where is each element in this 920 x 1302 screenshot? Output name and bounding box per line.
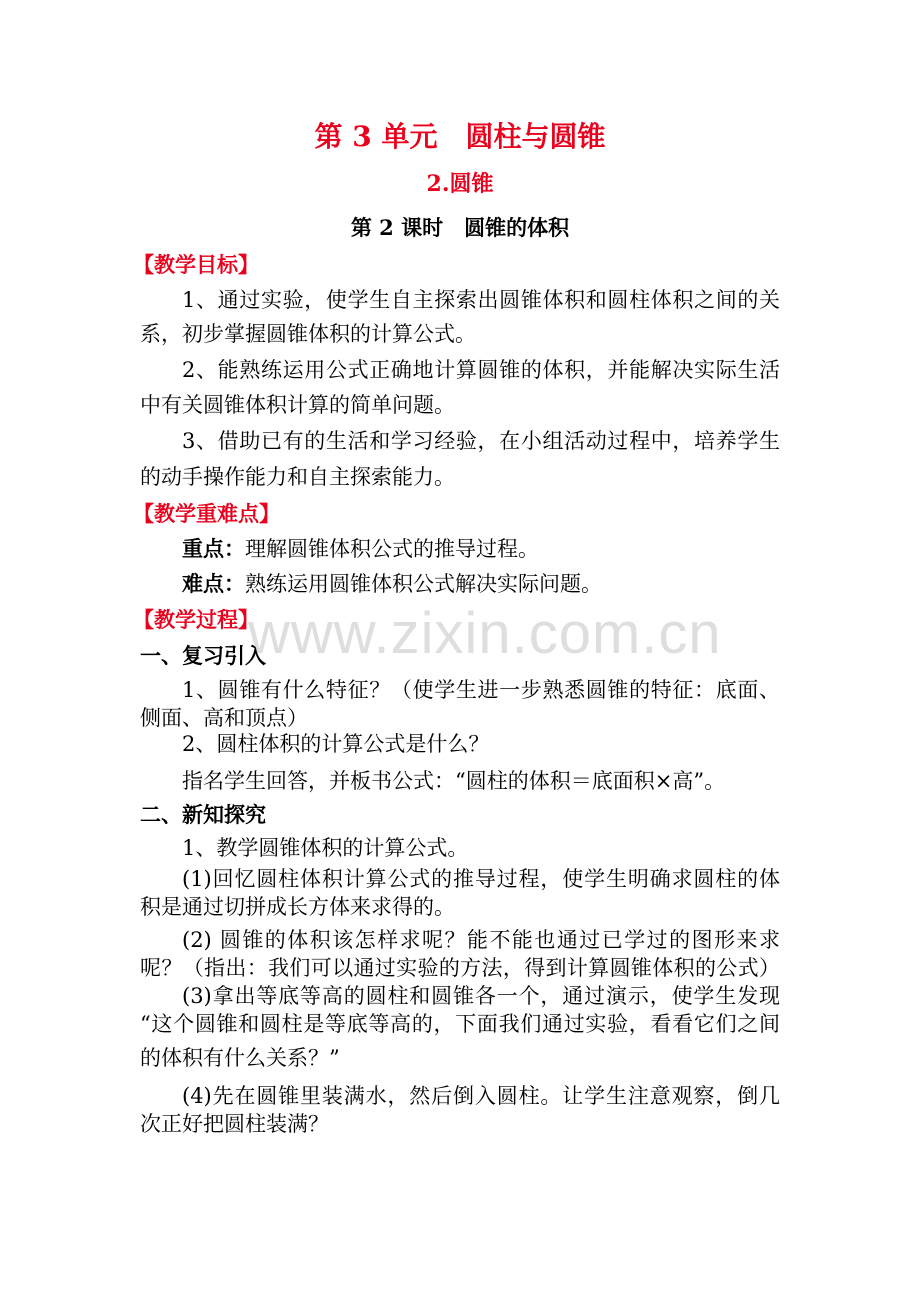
- goal-line: 中有关圆锥体积计算的简单问题。: [140, 393, 455, 417]
- part1-heading: 一、复习引入: [140, 643, 266, 668]
- part2-line: 呢？（指出：我们可以通过实验的方法，得到计算圆锥体积的公式）: [140, 956, 780, 980]
- part2-line: (1)回忆圆柱体积计算公式的推导过程，使学生明确求圆柱的体: [182, 867, 780, 891]
- heading-process: 【教学过程】: [133, 607, 259, 632]
- watermark: www.zixin.com.cn: [248, 601, 722, 666]
- part1-line: 侧面、高和顶点）: [140, 706, 308, 730]
- key-text: 理解圆锥体积公式的推导过程。: [245, 537, 539, 561]
- part2-line: (2) 圆锥的体积该怎样求呢？能不能也通过已学过的图形来求: [182, 928, 780, 952]
- key-label: 重点：: [182, 536, 245, 561]
- heading-goals: 【教学目标】: [133, 252, 259, 277]
- part2-heading: 二、新知探究: [140, 802, 266, 827]
- unit-title: 第 3 单元 圆柱与圆锥: [314, 120, 606, 153]
- part1-line: 1、圆锥有什么特征？（使学生进一步熟悉圆锥的特征：底面、: [182, 678, 780, 702]
- section-subtitle: 2.圆锥: [426, 171, 494, 197]
- difficult-text: 熟练运用圆锥体积公式解决实际问题。: [245, 572, 602, 596]
- part2-line: 1、教学圆锥体积的计算公式。: [182, 836, 469, 860]
- part2-line: 的体积有什么关系？”: [140, 1046, 340, 1070]
- heading-keypoints: 【教学重难点】: [133, 501, 280, 526]
- part1-line: 指名学生回答，并板书公式：“圆柱的体积＝底面积×高”。: [182, 769, 726, 793]
- part2-line: (4)先在圆锥里装满水，然后倒入圆柱。让学生注意观察，倒几: [182, 1084, 780, 1108]
- part2-line: (3)拿出等底等高的圆柱和圆锥各一个，通过演示，使学生发现: [182, 984, 780, 1008]
- lesson-title: 第 2 课时 圆锥的体积: [350, 215, 570, 240]
- part2-line: 次正好把圆柱装满？: [140, 1112, 329, 1136]
- difficult-point: [182, 571, 780, 597]
- goal-line: 的动手操作能力和自主探索能力。: [140, 465, 455, 489]
- part2-line: 积是通过切拼成长方体来求得的。: [140, 895, 455, 919]
- goal-line: 1、通过实验，使学生自主探索出圆锥体积和圆柱体积之间的关: [182, 288, 780, 312]
- part2-line: “这个圆锥和圆柱是等底等高的，下面我们通过实验，看看它们之间: [140, 1012, 780, 1036]
- goal-line: 3、借助已有的生活和学习经验，在小组活动过程中，培养学生: [182, 429, 780, 453]
- goal-line: 2、能熟练运用公式正确地计算圆锥的体积，并能解决实际生活: [182, 358, 780, 382]
- difficult-label: 难点：: [182, 571, 245, 596]
- part1-line: 2、圆柱体积的计算公式是什么？: [182, 732, 490, 756]
- goal-line: 系，初步掌握圆锥体积的计算公式。: [140, 322, 476, 346]
- key-point: [182, 536, 780, 562]
